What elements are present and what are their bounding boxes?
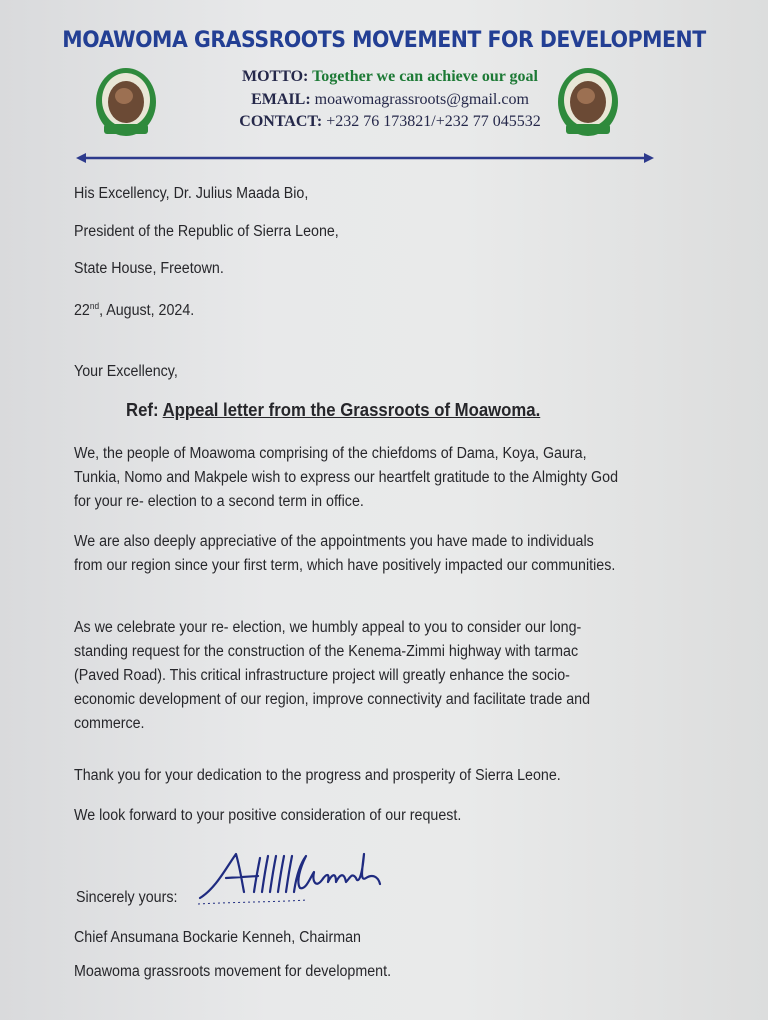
ref-label: Ref: xyxy=(126,400,159,420)
address-line: President of the Republic of Sierra Leone, xyxy=(74,223,339,240)
letter-date xyxy=(74,296,626,321)
paragraph-closing: We look forward to your positive consideration of our request. xyxy=(74,807,462,824)
contact-label: CONTACT: xyxy=(239,113,323,130)
email-address: moawomagrassroots@gmail.com xyxy=(314,91,529,108)
organization-logo-icon xyxy=(94,66,158,138)
motto-text: Together we can achieve our goal xyxy=(312,68,538,85)
double-arrow-divider-icon xyxy=(76,152,654,164)
paragraph-thanks: Thank you for your dedication to the progress and prosperity of Sierra Leone. xyxy=(74,767,561,784)
signer-organization: Moawoma grassroots movement for development. xyxy=(74,963,392,980)
reference-line xyxy=(126,400,540,421)
address-line: State House, Freetown. xyxy=(74,260,224,277)
paragraph-appeal: As we celebrate your re- election, we humbly appeal to you to consider our long-standing request for the construction of the Kenema-Zimmi highway with tarmac (Paved Road). This critical infrastructure project will greatly enhance the socio-economic development of our region, improve connectivity and facilitate trade and commerce. xyxy=(74,619,591,732)
email-line xyxy=(160,91,620,109)
ref-subject: Appeal letter from the Grassroots of Moawoma. xyxy=(162,400,541,420)
org-name: MOAWOMA GRASSROOTS MOVEMENT FOR DEVELOPMENT xyxy=(62,28,706,53)
contact-numbers: +232 76 173821/+232 77 045532 xyxy=(326,113,541,130)
motto-line xyxy=(160,68,620,86)
handwritten-signature xyxy=(196,848,396,910)
sign-off: Sincerely yours: xyxy=(76,889,178,906)
email-label: EMAIL: xyxy=(251,91,311,108)
date-day: 22 xyxy=(74,302,90,320)
contact-line xyxy=(160,113,620,131)
motto-label: MOTTO: xyxy=(242,68,309,85)
date-rest: , August, 2024. xyxy=(99,302,195,320)
date-suffix: nd xyxy=(89,301,100,311)
paragraph-appreciation: We are also deeply appreciative of the appointments you have made to individuals from our region since your first term, which have positively impacted our communities. xyxy=(74,533,616,574)
salutation: Your Excellency, xyxy=(74,363,178,380)
address-line: His Excellency, Dr. Julius Maada Bio, xyxy=(74,185,309,202)
signer-name: Chief Ansumana Bockarie Kenneh, Chairman xyxy=(74,929,361,946)
paragraph-gratitude: We, the people of Moawoma comprising of the chiefdoms of Dama, Koya, Gaura, Tunkia, Nomo and Makpele wish to express our heartfelt gratitude to the Almighty God for your re- election to a second term in office. xyxy=(74,445,619,510)
